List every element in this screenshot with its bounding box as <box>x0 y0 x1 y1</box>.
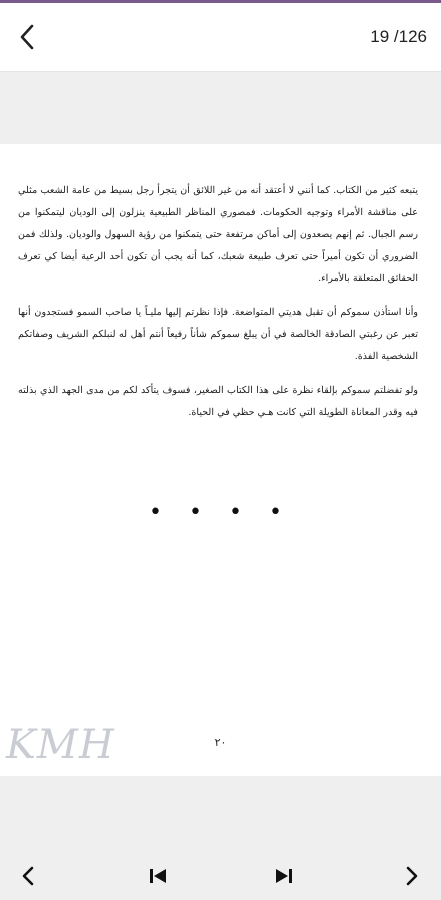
back-button[interactable] <box>10 17 46 57</box>
paragraph: وأنا استأذن سموكم أن تقبل هديتي المتواضعة. فإذا نظرتم إليها مليـاً يا صاحب السمو فستجدون أنها تعبر عن رغبتي الصادقة الخالصة في أن يبلغ سموكم شأناً رفيعاً أنتم أهل له لنبلكم الشريف وصفاتكم الشخصية الفذة. <box>18 307 418 362</box>
last-page-button[interactable] <box>268 860 300 892</box>
next-page-button[interactable] <box>396 860 428 892</box>
bottom-toolbar <box>0 776 441 900</box>
book-page <box>0 144 441 776</box>
skip-to-start-icon <box>148 866 168 886</box>
section-separator: • • • • <box>149 500 292 525</box>
chevron-left-icon <box>21 866 35 886</box>
watermark-logo: KMH <box>6 722 115 768</box>
paragraph: يتبعه كثير من الكتاب. كما أنني لا أعتقد أنه من غير اللائق أن يتجرأ رجل بسيط من عامة الشعب مثلي على مناقشة الأمراء وتوجيه الحكومات. فمصوري المناظر الطبيعية ينزلون إلى الوديان ليتمكنوا من رسم الجبال. ثم إنهم يصعدون إلى أماكن مرتفعة حتى يتمكنوا من رؤية السهول والوديان. ولذلك فمن الضروري أن تكون أميراً حتى تعرف طبيعة شعبك، كما أنه يجب أن تكون أحد الرعية أيضا كي تعرف الحقائق المتعلقة بالأمراء. <box>18 185 418 284</box>
page-number: ٢٠ <box>214 736 227 749</box>
paragraph: ولو تفضلتم سموكم بإلقاء نظرة على هذا الكتاب الصغير، فسوف يتأكد لكم من مدى الجهد الذي بذلته فيه وقدر المعاناة الطويلة التي كانت هـي حظي في الحياة. <box>18 385 418 418</box>
page-text <box>18 180 418 436</box>
chevron-left-icon <box>17 24 39 50</box>
page-counter: 19 /126 <box>370 27 427 46</box>
first-page-button[interactable] <box>142 860 174 892</box>
top-margin-band <box>0 72 441 144</box>
skip-to-end-icon <box>274 866 294 886</box>
previous-page-button[interactable] <box>12 860 44 892</box>
reader-header <box>0 3 441 72</box>
chevron-right-icon <box>405 866 419 886</box>
